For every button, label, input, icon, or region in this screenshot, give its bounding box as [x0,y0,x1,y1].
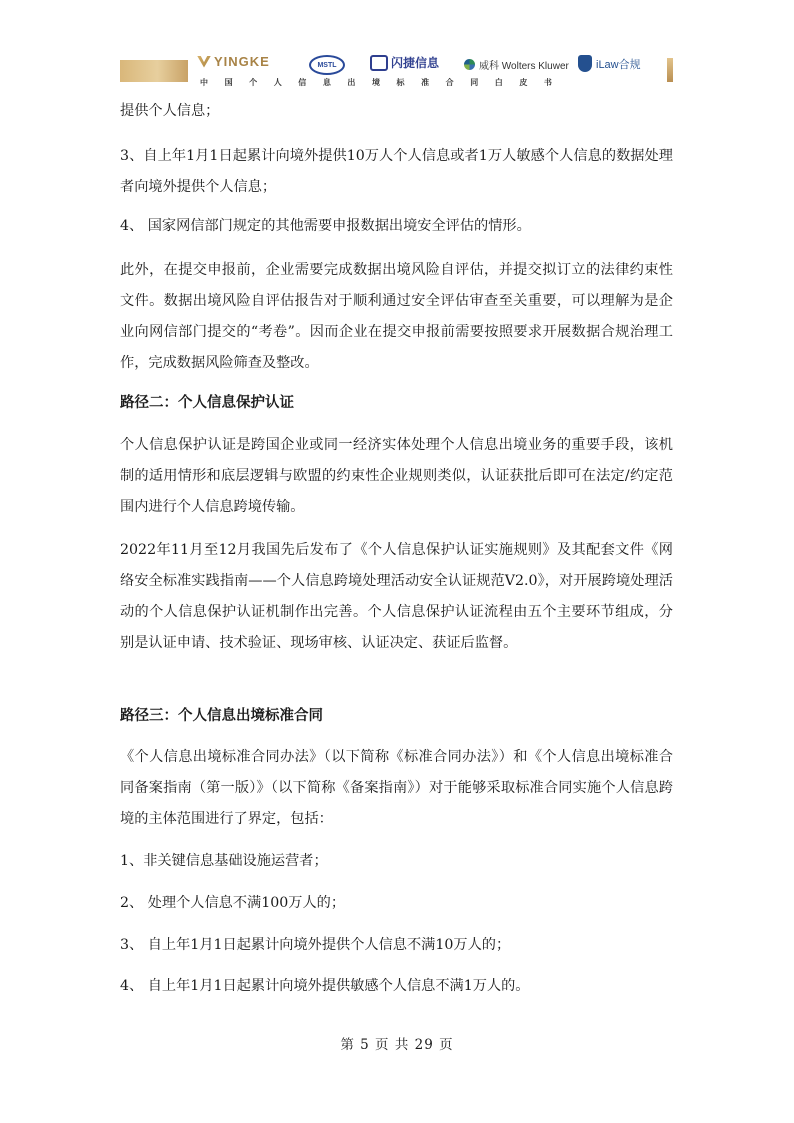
subtitle-char: 出 [347,78,356,87]
document-subtitle [200,77,552,89]
subtitle-char: 人 [273,78,282,87]
subtitle-char: 合 [445,78,454,87]
header-gold-bar-left [120,60,188,82]
shanjie-logo-icon [370,55,388,71]
subtitle-char: 境 [371,78,380,87]
page-header [0,0,794,95]
paragraph-self-assessment: 此外，在提交申报前，企业需要完成数据出境风险自评估，并提交拟订立的法律约束性文件。数据出境风险自评估报告对于顺利通过安全评估审查至关重要，可以理解为是企业向网信部门提交的“考卷”。因而企业在提交申报前需要按照要求开展数据合规治理工作，完成数据风险筛查及整改。 [120,262,673,371]
list-item-4b: 4、 自上年1月1日起累计向境外提供敏感个人信息不满1万人的。 [120,978,530,994]
subtitle-char: 同 [470,78,479,87]
subtitle-char: 中 [200,78,208,87]
shanjie-logo [370,54,439,71]
paragraph-certification-rules: 2022年11月至12月我国先后发布了《个人信息保护认证实施规则》及其配套文件《网络安全标准实践指南——个人信息跨境处理活动安全认证规范V2.0》，对开展跨境处理活动的个人信息保护认证机制作出完善。个人信息保护认证流程由五个主要环节组成，分别是认证申请、技术验证、现场审核、认证决定、获证后监督。 [120,542,673,651]
subtitle-char: 个 [249,78,258,87]
paragraph-certification: 个人信息保护认证是跨国企业或同一经济实体处理个人信息出境业务的重要手段，该机制的适用情形和底层逻辑与欧盟的约束性企业规则类似，认证获批后即可在法定/约定范围内进行个人信息跨境传输。 [120,437,673,515]
section-heading-path-2: 路径二：个人信息保护认证 [120,395,294,411]
ilaw-logo-text: iLaw合规 [596,58,641,71]
subtitle-char: 国 [224,78,233,87]
yingke-logo [197,54,270,69]
subtitle-char: 书 [543,78,552,87]
shanjie-logo-text: 闪捷信息 [391,56,440,70]
ilaw-logo [578,55,641,72]
header-gold-bar-right [667,58,673,82]
yingke-logo-icon [197,56,211,68]
subtitle-char: 皮 [519,78,528,87]
wolters-kluwer-logo-text: 威科 Wolters Kluwer [479,61,569,72]
ilaw-logo-icon [578,55,592,72]
list-item-4: 4、 国家网信部门规定的其他需要申报数据出境安全评估的情形。 [120,218,531,234]
list-item-1: 1、非关键信息基础设施运营者； [120,853,328,869]
yingke-logo-text: YINGKE [214,54,270,69]
subtitle-char: 息 [322,78,331,87]
subtitle-char: 准 [421,78,430,87]
mstl-logo-icon: MSTL [309,55,345,75]
list-item-3b: 3、 自上年1月1日起累计向境外提供个人信息不满10万人的； [120,937,511,953]
subtitle-char: 标 [396,78,405,87]
subtitle-char: 信 [298,78,307,87]
list-item-3: 3、自上年1月1日起累计向境外提供10万人个人信息或者1万人敏感个人信息的数据处理者向境外提供个人信息； [120,148,673,195]
section-heading-path-3: 路径三：个人信息出境标准合同 [120,708,323,724]
page-number: 第 5 页 共 29 页 [340,1037,454,1053]
paragraph-continuation: 提供个人信息； [120,103,220,119]
list-item-2: 2、 处理个人信息不满100万人的； [120,895,346,911]
subtitle-char: 白 [494,78,503,87]
wolters-kluwer-logo-icon [464,59,475,70]
paragraph-standard-contract: 《个人信息出境标准合同办法》（以下简称《标准合同办法》）和《个人信息出境标准合同备案指南（第一版）》（以下简称《备案指南》）对于能够采取标准合同实施个人信息跨境的主体范围进行了界定，包括： [120,749,673,827]
mstl-logo [309,55,345,75]
wolters-kluwer-logo [464,57,569,72]
